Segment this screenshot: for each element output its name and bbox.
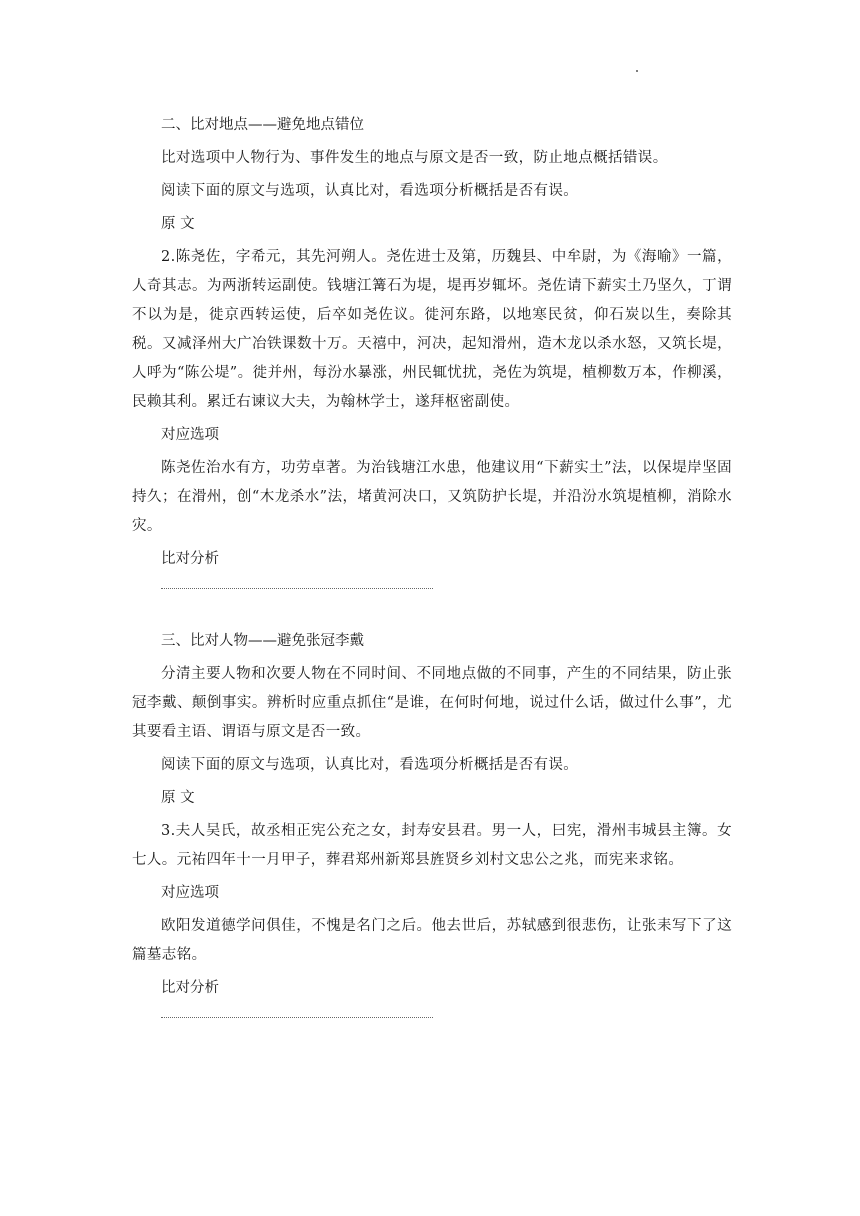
section-2-option-label: 对应选项 xyxy=(161,427,219,443)
section-2-original-label: 原 文 xyxy=(161,216,195,232)
section-3-analysis-label: 比对分析 xyxy=(161,980,219,996)
section-3-heading: 三、比对人物——避免张冠李戴 xyxy=(161,633,364,649)
section-3-instruction: 阅读下面的原文与选项，认真比对，看选项分析概括是否有误。 xyxy=(161,757,579,773)
section-3-answer-line xyxy=(161,1003,433,1018)
document-content xyxy=(132,111,732,1018)
section-2-instruction: 阅读下面的原文与选项，认真比对，看选项分析概括是否有误。 xyxy=(161,183,579,199)
section-3-intro: 分清主要人物和次要人物在不同时间、不同地点做的不同事，产生的不同结果，防止张冠李戴、颠倒事实。辨析时应重点抓住“是谁，在何时何地，说过什么话，做过什么事”，尤其要看主语、谓语与原文是否一致。 xyxy=(132,666,732,740)
section-2 xyxy=(132,111,732,589)
section-2-answer-line xyxy=(161,574,433,589)
page-mark xyxy=(636,70,638,72)
section-3 xyxy=(132,627,732,1018)
section-2-original-text: 2.陈尧佐，字希元，其先河朔人。尧佐进士及第，历魏县、中牟尉，为《海喻》一篇，人奇其志。为两浙转运副使。钱塘江篝石为堤，堤再岁辄坏。尧佐请下薪实土乃坚久，丁谓不以为是，徙京西转运使，后卒如尧佐议。徙河东路，以地寒民贫，仰石炭以生，奏除其税。又减泽州大广冶铁课数十万。天禧中，河决，起知滑州，造木龙以杀水怒，又筑长堤，人呼为“陈公堤”。徙并州，每汾水暴涨，州民辄忧扰，尧佐为筑堤，植柳数万本，作柳溪，民赖其利。累迁右谏议大夫，为翰林学士，遂拜枢密副使。 xyxy=(132,249,732,410)
section-3-original-text: 3.夫人吴氏，故丞相正宪公充之女，封寿安县君。男一人，曰宪，滑州韦城县主簿。女七人。元祐四年十一月甲子，葬君郑州新郑县旌贤乡刘村文忠公之兆，而宪来求铭。 xyxy=(132,823,732,868)
section-2-intro: 比对选项中人物行为、事件发生的地点与原文是否一致，防止地点概括错误。 xyxy=(161,150,668,166)
section-2-option-text: 陈尧佐治水有方，功劳卓著。为治钱塘江水患，他建议用“下薪实土”法，以保堤岸坚固持久；在滑州，创“木龙杀水”法，堵黄河决口，又筑防护长堤，并沿汾水筑堤植柳，消除水灾。 xyxy=(132,460,732,534)
section-2-heading: 二、比对地点——避免地点错位 xyxy=(161,117,364,133)
section-2-analysis-label: 比对分析 xyxy=(161,551,219,567)
section-3-original-label: 原 文 xyxy=(161,790,195,806)
section-3-option-label: 对应选项 xyxy=(161,885,219,901)
section-3-option-text: 欧阳发道德学问俱佳，不愧是名门之后。他去世后，苏轼感到很悲伤，让张耒写下了这篇墓志铭。 xyxy=(132,918,732,963)
